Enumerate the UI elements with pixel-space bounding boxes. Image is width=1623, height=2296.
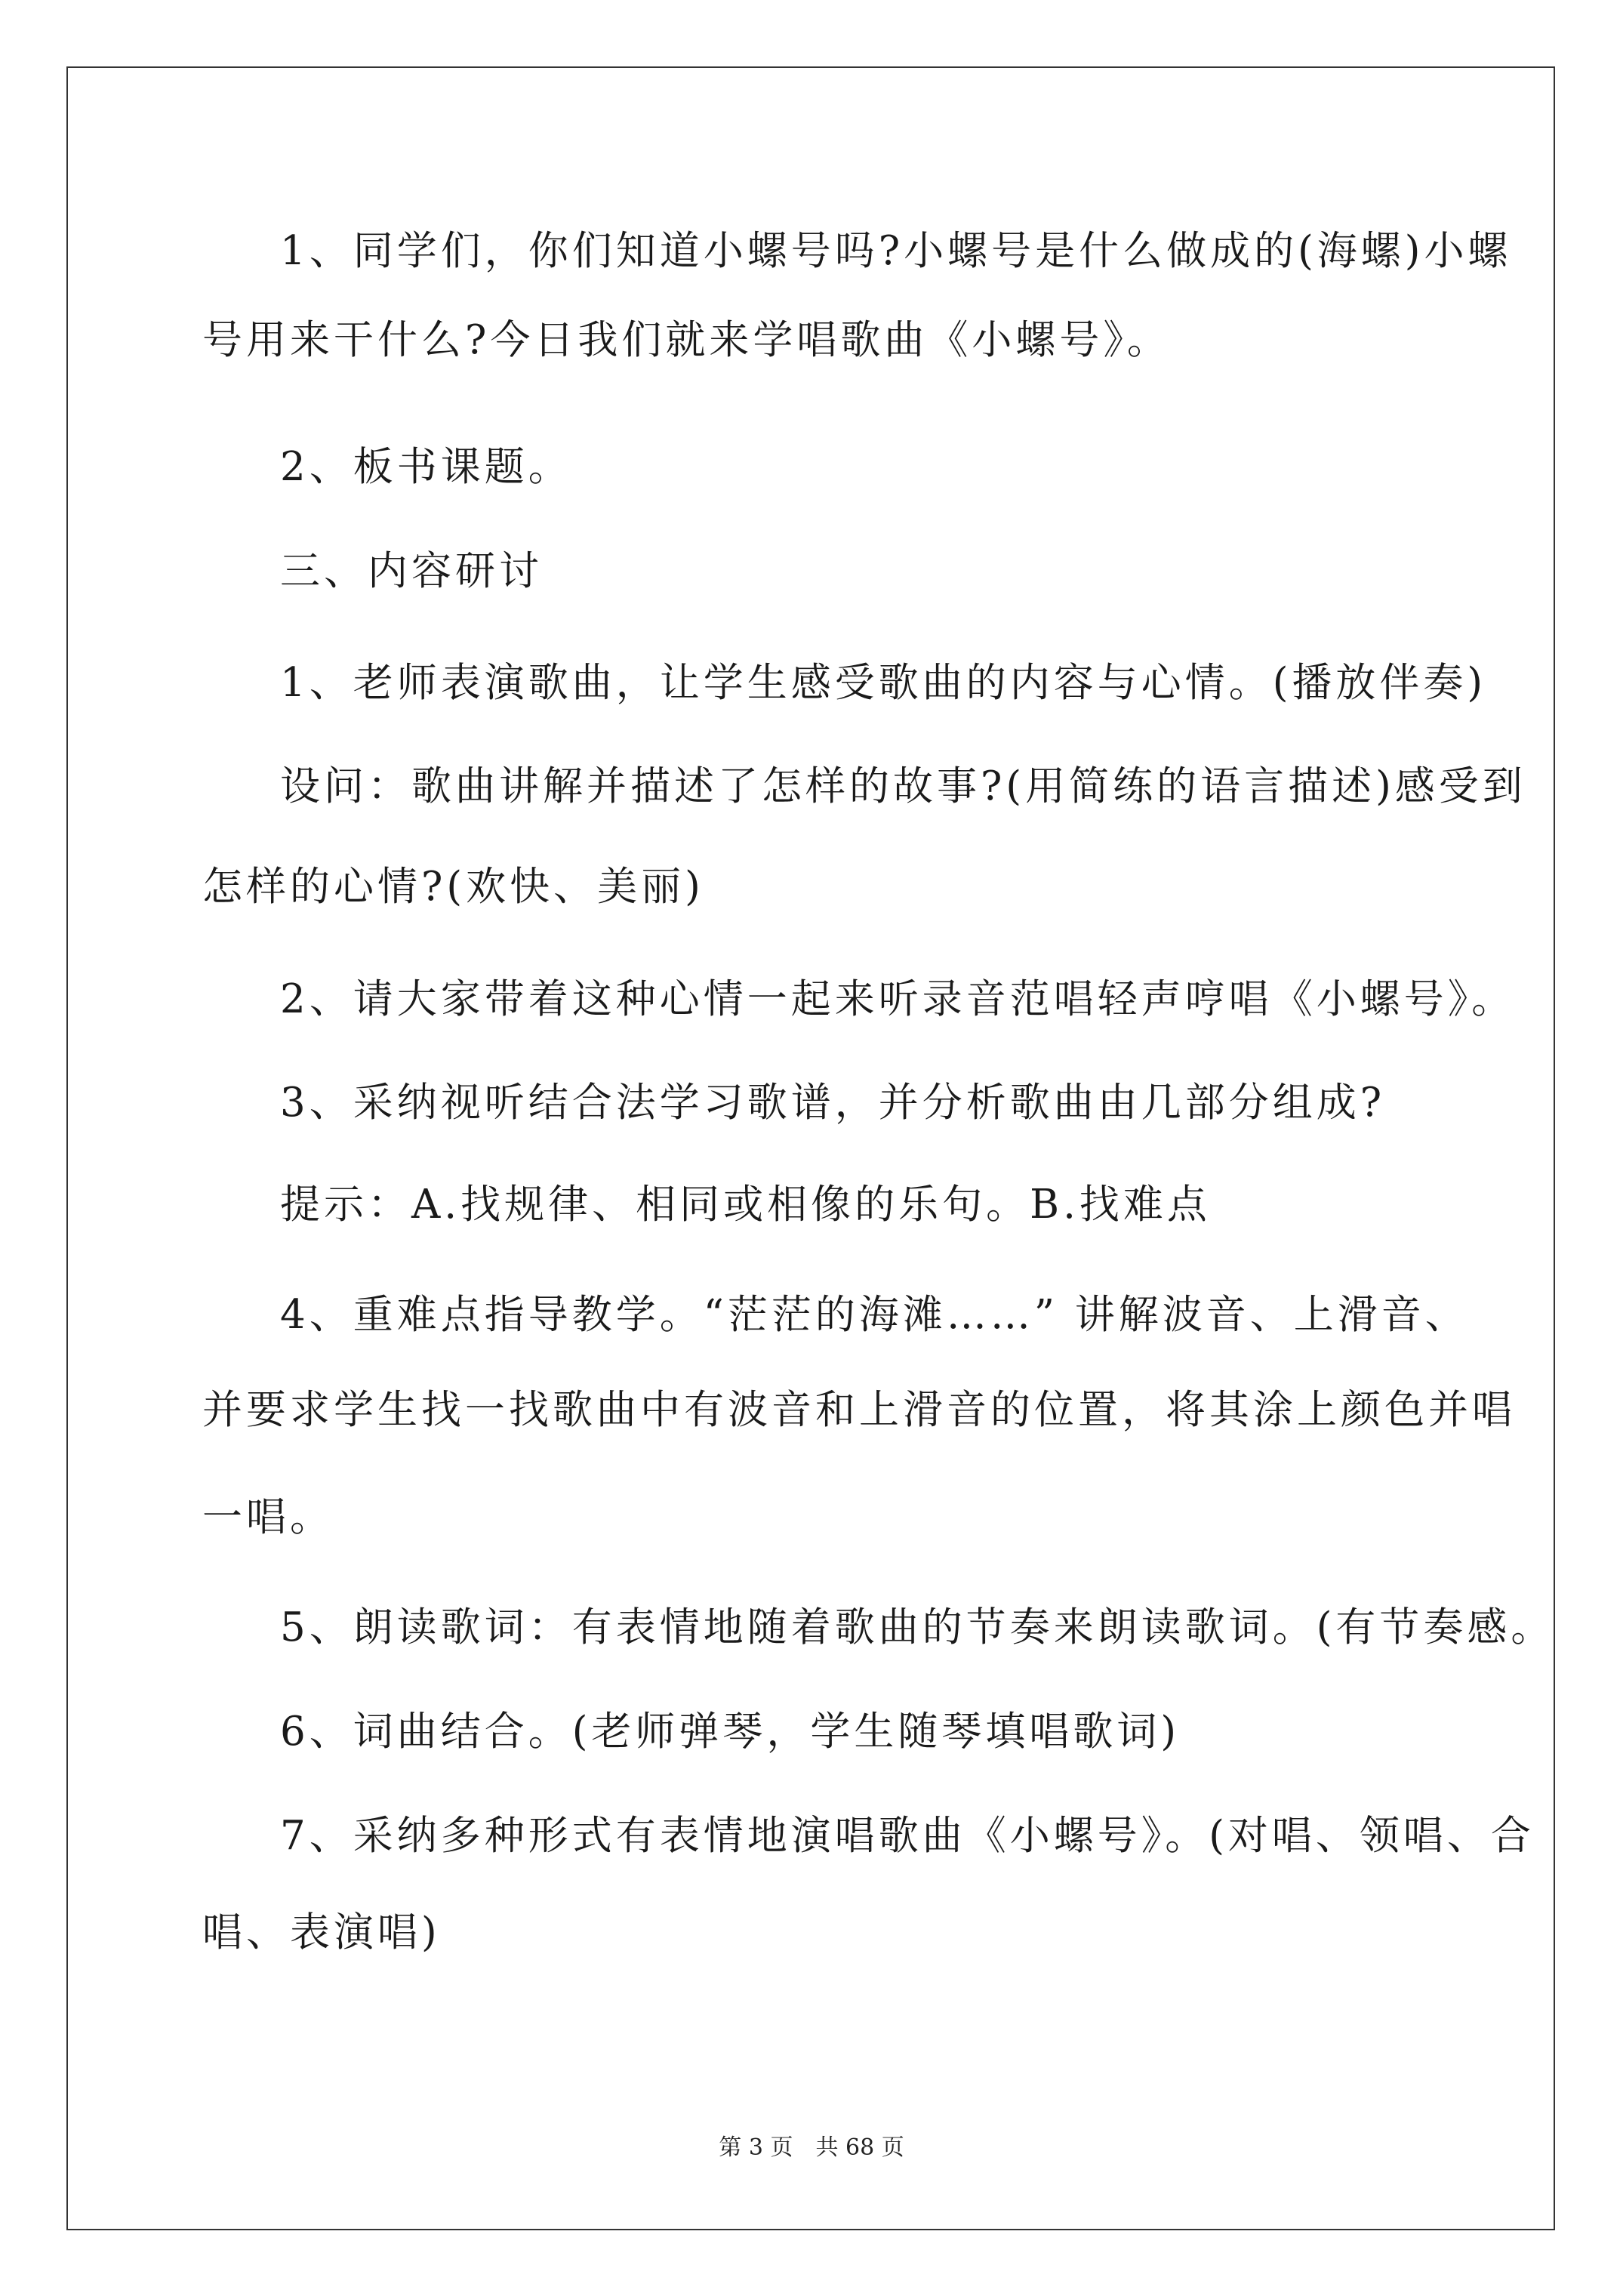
paragraph-line: 1、老师表演歌曲，让学生感受歌曲的内容与心情。(播放伴奏) [280, 660, 1487, 706]
paragraph-line: 怎样的心情?(欢快、美丽) [202, 864, 704, 910]
paragraph-line: 7、采纳多种形式有表情地演唱歌曲《小螺号》。(对唱、领唱、合 [280, 1813, 1535, 1859]
paragraph-line: 唱、表演唱) [202, 1909, 441, 1955]
paragraph-line: 号用来干什么?今日我们就来学唱歌曲《小螺号》。 [202, 317, 1171, 363]
paragraph-line: 5、朗读歌词：有表情地随着歌曲的节奏来朗读歌词。(有节奏感。 [280, 1604, 1555, 1650]
paragraph-line: 一唱。 [202, 1494, 334, 1540]
section-heading: 三、内容研讨 [280, 548, 543, 594]
paragraph-line: 2、板书课题。 [280, 444, 572, 490]
paragraph-line: 6、词曲结合。(老师弹琴，学生随琴填唱歌词) [280, 1709, 1181, 1755]
page-border [66, 66, 1555, 2230]
paragraph-line: 并要求学生找一找歌曲中有波音和上滑音的位置，将其涂上颜色并唱 [202, 1387, 1516, 1433]
paragraph-line: 3、采纳视听结合法学习歌谱，并分析歌曲由几部分组成? [280, 1080, 1386, 1126]
page-number: 第 3 页 [719, 2134, 793, 2161]
paragraph-line: 2、请大家带着这种心情一起来听录音范唱轻声哼唱《小螺号》。 [280, 976, 1516, 1022]
paragraph-line: 提示：A.找规律、相同或相像的乐句。B.找难点 [280, 1182, 1211, 1228]
page-total: 共 68 页 [815, 2134, 904, 2161]
paragraph-line: 1、同学们，你们知道小螺号吗?小螺号是什么做成的(海螺)小螺 [280, 228, 1512, 274]
paragraph-line: 设问：歌曲讲解并描述了怎样的故事?(用简练的语言描述)感受到 [280, 763, 1526, 809]
paragraph-line: 4、重难点指导教学。“茫茫的海滩……” 讲解波音、上滑音、 [280, 1292, 1469, 1338]
page-footer [0, 2133, 1623, 2163]
